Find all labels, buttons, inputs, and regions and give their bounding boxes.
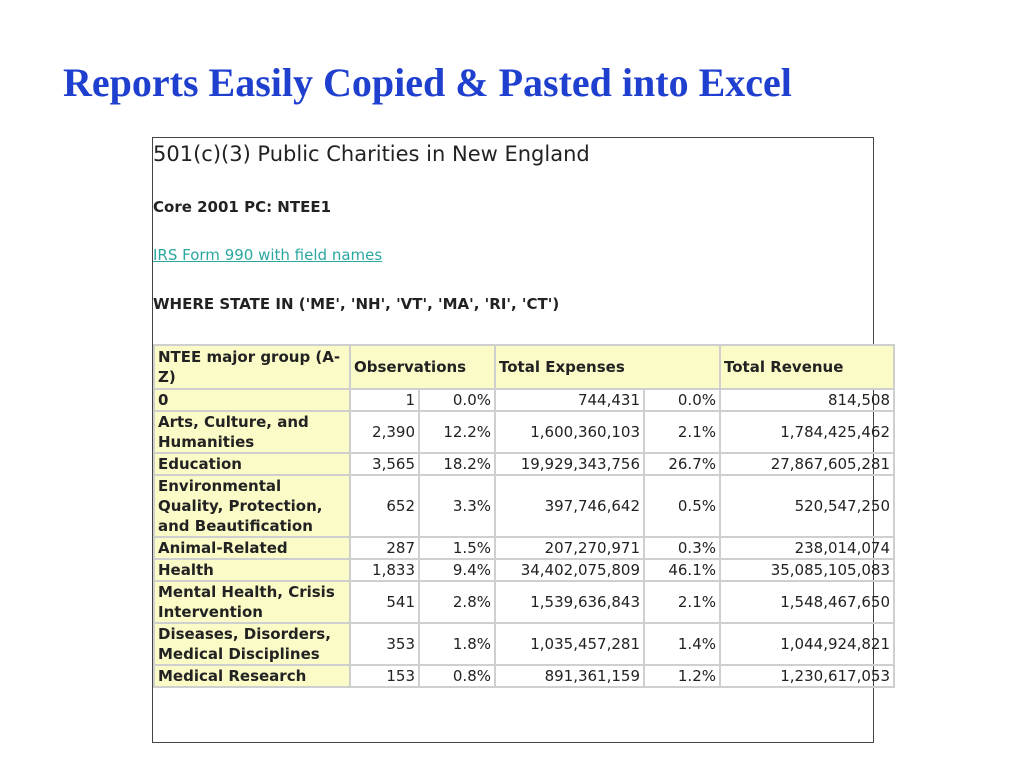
cell-observations-pct: 0.0% [419,389,495,411]
cell-total-expenses: 1,600,360,103 [495,411,644,453]
table-row [154,453,894,475]
cell-observations: 652 [350,475,419,537]
where-clause: WHERE STATE IN ('ME', 'NH', 'VT', 'MA', 'RI', 'CT') [153,295,560,313]
report-screenshot [152,137,890,743]
cell-total-revenue: 814,508 [720,389,894,411]
cell-observations: 353 [350,623,419,665]
cell-ntee-group: Arts, Culture, and Humanities [154,411,350,453]
cell-total-expenses-pct: 1.2% [644,665,720,687]
cell-total-expenses: 34,402,075,809 [495,559,644,581]
table-row [154,389,894,411]
cell-total-revenue: 1,784,425,462 [720,411,894,453]
header-total-revenue: Total Revenue [720,345,894,389]
cell-total-expenses: 891,361,159 [495,665,644,687]
table-row [154,411,894,453]
cell-total-expenses-pct: 0.5% [644,475,720,537]
cell-observations-pct: 18.2% [419,453,495,475]
report-subtitle: Core 2001 PC: NTEE1 [153,198,332,216]
cell-observations: 2,390 [350,411,419,453]
table-row [154,665,894,687]
cell-total-revenue: 1,230,617,053 [720,665,894,687]
cell-observations: 1 [350,389,419,411]
cell-observations-pct: 2.8% [419,581,495,623]
header-observations: Observations [350,345,495,389]
cell-observations: 3,565 [350,453,419,475]
cell-ntee-group: Health [154,559,350,581]
header-total-expenses: Total Expenses [495,345,720,389]
cell-total-expenses: 397,746,642 [495,475,644,537]
cell-total-revenue: 520,547,250 [720,475,894,537]
table-row [154,537,894,559]
cell-observations-pct: 3.3% [419,475,495,537]
header-ntee-group: NTEE major group (A-Z) [154,345,350,389]
cell-observations-pct: 1.5% [419,537,495,559]
cell-total-expenses: 19,929,343,756 [495,453,644,475]
cell-total-expenses: 744,431 [495,389,644,411]
cell-total-revenue: 1,044,924,821 [720,623,894,665]
cell-total-expenses-pct: 2.1% [644,581,720,623]
cell-observations-pct: 1.8% [419,623,495,665]
cell-ntee-group: 0 [154,389,350,411]
table-row [154,559,894,581]
cell-total-expenses: 1,035,457,281 [495,623,644,665]
cell-total-expenses: 207,270,971 [495,537,644,559]
cell-ntee-group: Environmental Quality, Protection, and Beautification [154,475,350,537]
cell-observations: 541 [350,581,419,623]
cell-observations-pct: 9.4% [419,559,495,581]
report-header [153,138,873,344]
cell-total-expenses-pct: 2.1% [644,411,720,453]
cell-total-revenue: 238,014,074 [720,537,894,559]
cell-observations: 1,833 [350,559,419,581]
cell-ntee-group: Animal-Related [154,537,350,559]
irs-form-990-link[interactable]: IRS Form 990 with field names [153,246,383,264]
cell-ntee-group: Medical Research [154,665,350,687]
cell-ntee-group: Education [154,453,350,475]
slide-title: Reports Easily Copied & Pasted into Excel [63,60,792,105]
cell-ntee-group: Mental Health, Crisis Intervention [154,581,350,623]
cell-total-expenses: 1,539,636,843 [495,581,644,623]
cell-observations-pct: 0.8% [419,665,495,687]
table-body [154,389,894,687]
data-table [153,344,895,688]
cell-total-expenses-pct: 26.7% [644,453,720,475]
cell-observations: 287 [350,537,419,559]
cell-total-expenses-pct: 46.1% [644,559,720,581]
table-header-row [154,345,894,389]
table-row [154,475,894,537]
cell-observations: 153 [350,665,419,687]
cell-total-revenue: 1,548,467,650 [720,581,894,623]
cell-total-revenue: 35,085,105,083 [720,559,894,581]
table-row [154,581,894,623]
cell-total-expenses-pct: 0.3% [644,537,720,559]
cell-total-revenue: 27,867,605,281 [720,453,894,475]
cell-ntee-group: Diseases, Disorders, Medical Disciplines [154,623,350,665]
cell-total-expenses-pct: 1.4% [644,623,720,665]
report-title: 501(c)(3) Public Charities in New England [153,142,590,166]
table-row [154,623,894,665]
cell-total-expenses-pct: 0.0% [644,389,720,411]
cell-observations-pct: 12.2% [419,411,495,453]
